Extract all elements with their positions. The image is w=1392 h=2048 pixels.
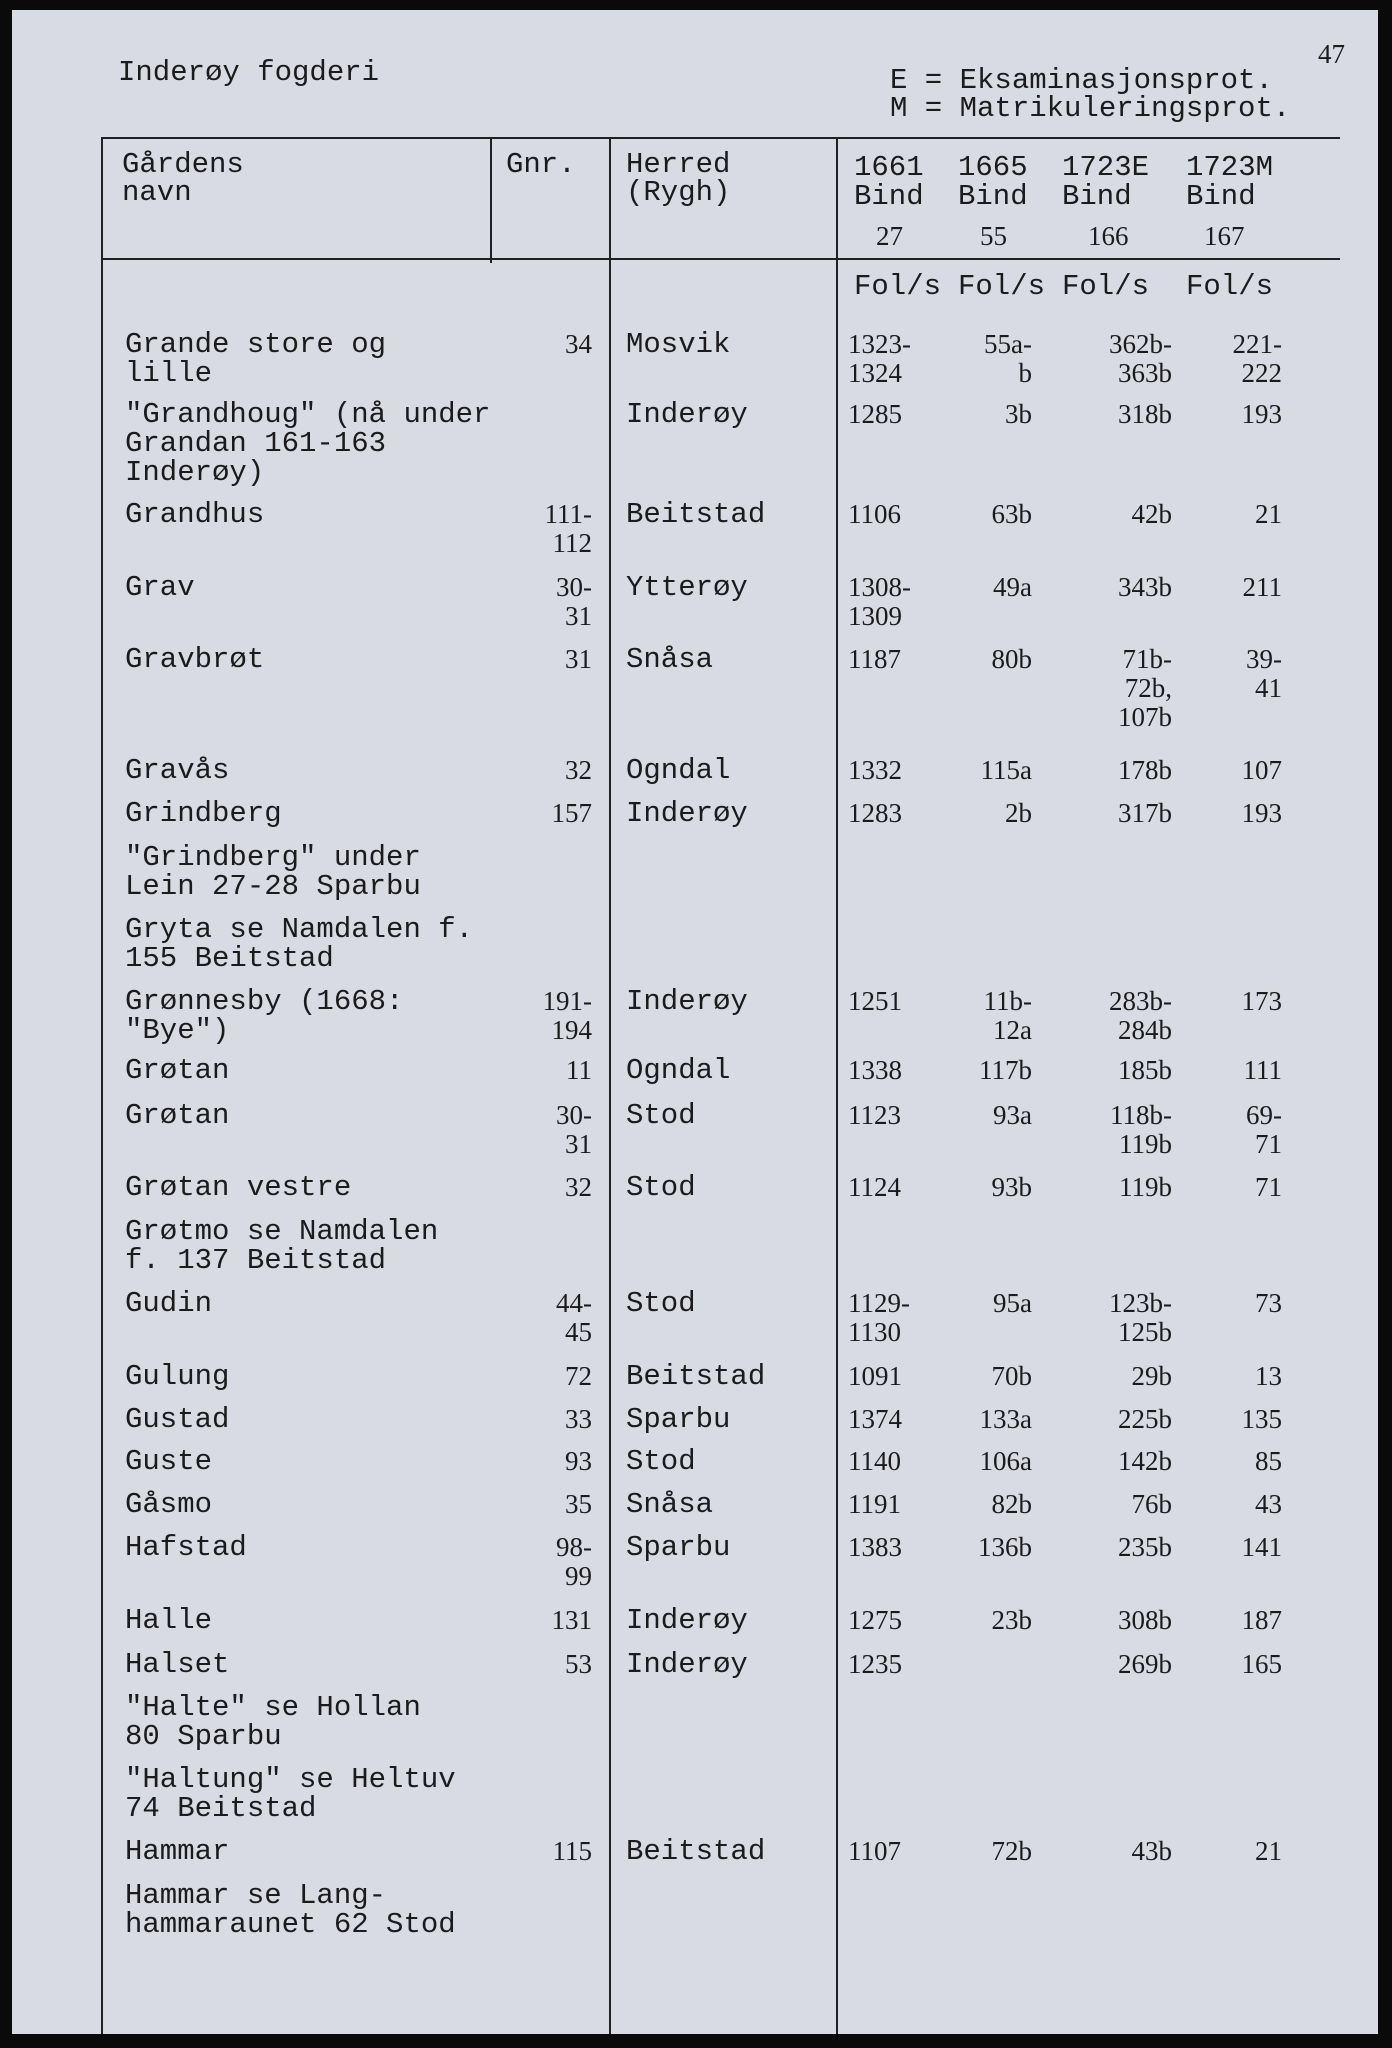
bind-1661-value: 1187	[848, 644, 901, 674]
farm-name: Grøtan	[125, 1099, 230, 1132]
gnr-value: 30- 31	[556, 572, 592, 631]
herred-value: Stod	[626, 1445, 696, 1478]
bind-1723e-value: 118b- 119b	[1110, 1100, 1172, 1159]
bind-1665-value: 80b	[991, 644, 1032, 674]
bind-1723e-value: 142b	[1118, 1446, 1172, 1476]
bind-1723m-value: 165	[1241, 1649, 1282, 1679]
farm-name: Gudin	[125, 1287, 213, 1320]
bind-1723m-value: 21	[1255, 499, 1282, 529]
bind-1723e-value: 362b- 363b	[1109, 329, 1172, 388]
gnr-value: 191- 194	[542, 986, 592, 1045]
bind-1661-value: 1383	[848, 1532, 902, 1562]
bind-1723e-value: 225b	[1118, 1404, 1172, 1434]
header-fol-1723m: Fol/s	[1186, 270, 1274, 303]
bind-1661-value: 1332	[848, 755, 902, 785]
gnr-value: 32	[565, 1172, 592, 1202]
column-rule-gnr	[490, 137, 492, 263]
herred-value: Inderøy	[626, 398, 748, 431]
bind-1723e-value: 119b	[1119, 1172, 1172, 1202]
gnr-value: 33	[565, 1404, 592, 1434]
bind-1723e-value: 235b	[1118, 1532, 1172, 1562]
bind-1723e-value: 185b	[1118, 1055, 1172, 1085]
bind-1665-value: 93b	[991, 1172, 1032, 1202]
farm-name: "Grindberg" under Lein 27-28 Sparbu	[125, 841, 421, 903]
bind-1661-value: 1106	[848, 499, 901, 529]
bind-1723e-value: 317b	[1118, 798, 1172, 828]
bind-1723m-value: 193	[1241, 399, 1282, 429]
header-1723e-volume: 166	[1088, 221, 1129, 251]
bind-1665-value: 133a	[979, 1404, 1032, 1434]
header-1723m-bind: Bind	[1186, 180, 1256, 213]
farm-name: Grandhus	[125, 498, 265, 531]
bind-1661-value: 1374	[848, 1404, 902, 1434]
bind-1723m-value: 39- 41	[1246, 644, 1282, 703]
bind-1723e-value: 76b	[1131, 1489, 1172, 1519]
bind-1665-value: 49a	[993, 572, 1032, 602]
bind-1723m-value: 69- 71	[1246, 1100, 1282, 1159]
herred-value: Stod	[626, 1171, 696, 1204]
column-rule-left	[101, 137, 103, 2034]
bind-1723m-value: 73	[1255, 1288, 1282, 1318]
herred-value: Mosvik	[626, 328, 731, 361]
bind-1723m-value: 111	[1243, 1055, 1282, 1085]
bind-1665-value: 106a	[979, 1446, 1032, 1476]
bind-1665-value: 136b	[978, 1532, 1032, 1562]
header-fol-1661: Fol/s	[854, 270, 942, 303]
bind-1661-value: 1275	[848, 1605, 902, 1635]
herred-value: Stod	[626, 1287, 696, 1320]
bind-1665-value: 23b	[991, 1605, 1032, 1635]
farm-name: Grøtan	[125, 1054, 230, 1087]
farm-name: Halset	[125, 1648, 230, 1681]
bind-1665-value: 82b	[991, 1489, 1032, 1519]
header-1665-bind: Bind	[958, 180, 1028, 213]
header-1661-year: 1661	[854, 151, 924, 184]
header-1723e-bind: Bind	[1062, 180, 1132, 213]
header-herred-1: Herred	[626, 148, 731, 181]
legend-eksaminasjon: E = Eksaminasjonsprot.	[890, 64, 1273, 97]
herred-value: Sparbu	[626, 1403, 731, 1436]
herred-value: Beitstad	[626, 1835, 766, 1868]
farm-name: Gryta se Namdalen f. 155 Beitstad	[125, 913, 474, 975]
legend-matrikulering: M = Matrikuleringsprot.	[890, 92, 1291, 125]
bind-1661-value: 1235	[848, 1649, 902, 1679]
page-number: 47	[1318, 39, 1345, 69]
farm-name: Grav	[125, 571, 195, 604]
farm-name: Grindberg	[125, 797, 282, 830]
bind-1723e-value: 343b	[1118, 572, 1172, 602]
header-gnr: Gnr.	[506, 148, 576, 181]
gnr-value: 115	[552, 1836, 592, 1866]
bind-1661-value: 1338	[848, 1055, 902, 1085]
bind-1661-value: 1251	[848, 986, 902, 1016]
bind-1723e-value: 178b	[1118, 755, 1172, 785]
farm-name: Halle	[125, 1604, 213, 1637]
farm-name: Gustad	[125, 1403, 230, 1436]
bind-1723m-value: 193	[1241, 798, 1282, 828]
farm-name: Gravås	[125, 754, 230, 787]
herred-value: Ytterøy	[626, 571, 748, 604]
herred-value: Snåsa	[626, 1488, 714, 1521]
herred-value: Beitstad	[626, 498, 766, 531]
farm-name: "Haltung" se Heltuv 74 Beitstad	[125, 1763, 456, 1825]
header-1665-year: 1665	[958, 151, 1028, 184]
document-page	[12, 10, 1378, 2034]
bind-1723m-value: 221- 222	[1232, 329, 1282, 388]
table-top-rule	[102, 137, 1340, 139]
column-rule-herred	[609, 137, 611, 2034]
herred-value: Inderøy	[626, 1648, 748, 1681]
bind-1723e-value: 42b	[1131, 499, 1172, 529]
bind-1723m-value: 173	[1241, 986, 1282, 1016]
bind-1723e-value: 29b	[1131, 1361, 1172, 1391]
farm-name: Grande store og lille	[125, 328, 387, 390]
farm-name: Hafstad	[125, 1531, 247, 1564]
bind-1661-value: 1091	[848, 1361, 902, 1391]
farm-name: Gulung	[125, 1360, 230, 1393]
bind-1661-value: 1308- 1309	[848, 572, 911, 631]
herred-value: Ogndal	[626, 1054, 731, 1087]
fogderi-title: Inderøy fogderi	[118, 56, 380, 89]
bind-1723m-value: 141	[1241, 1532, 1282, 1562]
gnr-value: 98- 99	[556, 1532, 592, 1591]
farm-name: Guste	[125, 1445, 213, 1478]
gnr-value: 44- 45	[556, 1288, 592, 1347]
header-name-2: navn	[122, 176, 192, 209]
gnr-value: 32	[565, 755, 592, 785]
farm-name: Hammar se Lang- hammaraunet 62 Stod	[125, 1879, 456, 1941]
bind-1723m-value: 135	[1241, 1404, 1282, 1434]
farm-name: Grøtmo se Namdalen f. 137 Beitstad	[125, 1215, 439, 1277]
header-1661-volume: 27	[876, 221, 903, 251]
header-1723m-year: 1723M	[1186, 151, 1274, 184]
gnr-value: 93	[565, 1446, 592, 1476]
header-1723m-volume: 167	[1204, 221, 1245, 251]
column-rule-bind	[836, 137, 838, 2034]
header-name-1: Gårdens	[122, 148, 244, 181]
gnr-value: 34	[565, 329, 592, 359]
bind-1723e-value: 308b	[1118, 1605, 1172, 1635]
bind-1665-value: 55a- b	[984, 329, 1032, 388]
farm-name: Hammar	[125, 1835, 230, 1868]
gnr-value: 131	[551, 1605, 592, 1635]
bind-1661-value: 1283	[848, 798, 902, 828]
bind-1665-value: 70b	[991, 1361, 1032, 1391]
bind-1665-value: 2b	[1005, 798, 1032, 828]
herred-value: Inderøy	[626, 797, 748, 830]
bind-1723e-value: 71b- 72b, 107b	[1118, 644, 1172, 732]
header-fol-1665: Fol/s	[958, 270, 1046, 303]
gnr-value: 11	[566, 1055, 592, 1085]
bind-1661-value: 1323- 1324	[848, 329, 911, 388]
bind-1665-value: 63b	[991, 499, 1032, 529]
bind-1665-value: 72b	[991, 1836, 1032, 1866]
bind-1665-value: 11b- 12a	[983, 986, 1032, 1045]
bind-1723e-value: 123b- 125b	[1109, 1288, 1172, 1347]
herred-value: Sparbu	[626, 1531, 731, 1564]
bind-1723m-value: 71	[1255, 1172, 1282, 1202]
bind-1723m-value: 21	[1255, 1836, 1282, 1866]
bind-1665-value: 117b	[979, 1055, 1032, 1085]
farm-name: Gravbrøt	[125, 643, 265, 676]
herred-value: Ogndal	[626, 754, 731, 787]
bind-1723m-value: 211	[1242, 572, 1282, 602]
bind-1723m-value: 13	[1255, 1361, 1282, 1391]
gnr-value: 157	[551, 798, 592, 828]
farm-name: Grøtan vestre	[125, 1171, 352, 1204]
bind-1661-value: 1124	[848, 1172, 901, 1202]
bind-1661-value: 1140	[848, 1446, 901, 1476]
bind-1723e-value: 318b	[1118, 399, 1172, 429]
bind-1661-value: 1107	[848, 1836, 901, 1866]
header-1723e-year: 1723E	[1062, 151, 1150, 184]
gnr-value: 31	[565, 644, 592, 674]
farm-name: "Halte" se Hollan 80 Sparbu	[125, 1691, 421, 1753]
herred-value: Beitstad	[626, 1360, 766, 1393]
bind-1665-value: 115a	[980, 755, 1032, 785]
bind-1723e-value: 283b- 284b	[1109, 986, 1172, 1045]
bind-1723m-value: 187	[1241, 1605, 1282, 1635]
bind-1661-value: 1123	[848, 1100, 901, 1130]
herred-value: Inderøy	[626, 985, 748, 1018]
farm-name: "Grandhoug" (nå under Grandan 161-163 Inderøy)	[125, 398, 491, 489]
farm-name: Gåsmo	[125, 1488, 213, 1521]
bind-1665-value: 95a	[993, 1288, 1032, 1318]
header-1661-bind: Bind	[854, 180, 924, 213]
gnr-value: 111- 112	[544, 499, 592, 558]
bind-1661-value: 1285	[848, 399, 902, 429]
gnr-value: 53	[565, 1649, 592, 1679]
herred-value: Snåsa	[626, 643, 714, 676]
header-herred-2: (Rygh)	[626, 176, 731, 209]
gnr-value: 30- 31	[556, 1100, 592, 1159]
bind-1661-value: 1129- 1130	[848, 1288, 910, 1347]
bind-1723e-value: 43b	[1131, 1836, 1172, 1866]
bind-1723m-value: 85	[1255, 1446, 1282, 1476]
bind-1723m-value: 107	[1241, 755, 1282, 785]
herred-value: Inderøy	[626, 1604, 748, 1637]
gnr-value: 72	[565, 1361, 592, 1391]
header-fol-1723e: Fol/s	[1062, 270, 1150, 303]
table-header-rule	[102, 258, 1340, 260]
gnr-value: 35	[565, 1489, 592, 1519]
bind-1723m-value: 43	[1255, 1489, 1282, 1519]
header-1665-volume: 55	[980, 221, 1007, 251]
bind-1661-value: 1191	[848, 1489, 901, 1519]
farm-name: Grønnesby (1668: "Bye")	[125, 985, 404, 1047]
bind-1723e-value: 269b	[1118, 1649, 1172, 1679]
bind-1665-value: 3b	[1005, 399, 1032, 429]
herred-value: Stod	[626, 1099, 696, 1132]
bind-1665-value: 93a	[993, 1100, 1032, 1130]
